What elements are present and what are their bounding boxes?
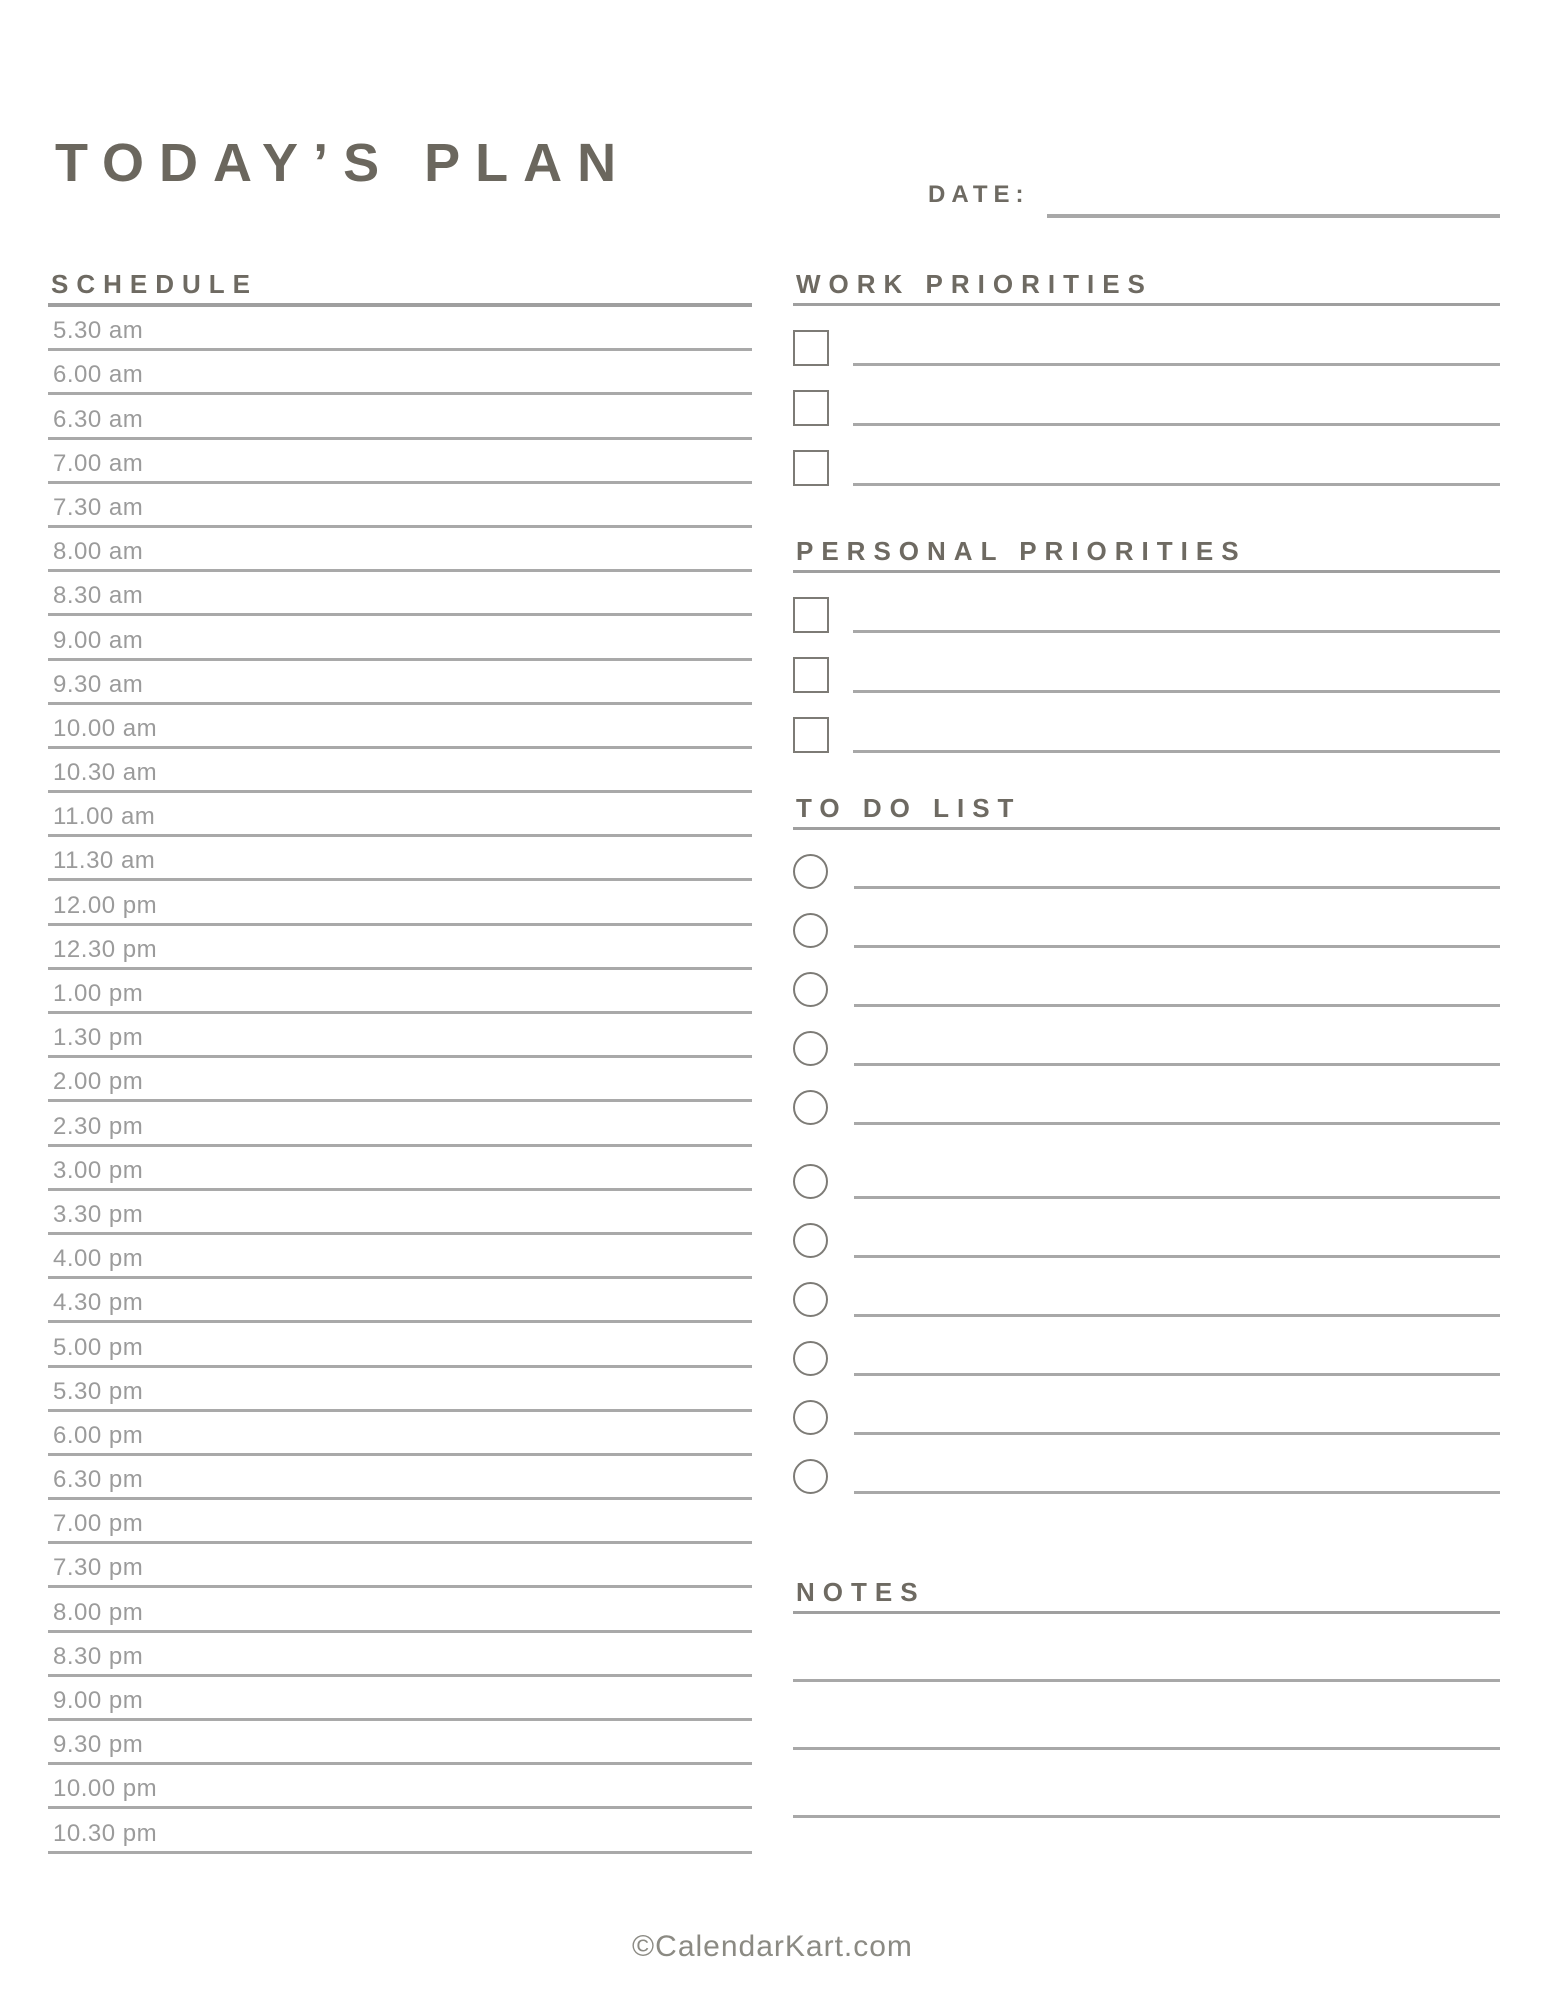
schedule-row[interactable]: [48, 395, 752, 439]
schedule-time-label: 8.00 pm: [53, 1598, 144, 1626]
schedule-time-label: 10.00 pm: [53, 1775, 158, 1803]
schedule-time-label: 1.00 pm: [53, 980, 144, 1007]
schedule-time-label: 9.30 am: [53, 670, 144, 698]
schedule-row[interactable]: [48, 661, 752, 705]
schedule-row[interactable]: [48, 1323, 752, 1367]
todo-bullet-circle[interactable]: [793, 1282, 828, 1317]
schedule-heading: SCHEDULE: [48, 271, 752, 307]
schedule-row[interactable]: [48, 1633, 752, 1677]
todo-bullet-circle[interactable]: [793, 1223, 828, 1258]
schedule-time-label: 6.00 am: [53, 361, 144, 389]
work-priority-checkbox[interactable]: [793, 450, 829, 486]
schedule-time-label: 4.00 pm: [53, 1245, 144, 1273]
schedule-row[interactable]: [48, 793, 752, 837]
todo-row: [793, 913, 1500, 948]
schedule-row[interactable]: [48, 837, 752, 881]
todo-bullet-circle[interactable]: [793, 1164, 828, 1199]
schedule-row[interactable]: [48, 572, 752, 616]
schedule-row[interactable]: [48, 970, 752, 1014]
todo-bullet-circle[interactable]: [793, 1400, 828, 1435]
work-priority-row: [793, 390, 1500, 426]
todo-line[interactable]: [854, 1432, 1500, 1435]
work-priority-row: [793, 450, 1500, 486]
schedule-time-label: 11.00 am: [53, 803, 156, 831]
todo-line[interactable]: [854, 1314, 1500, 1317]
schedule-row[interactable]: [48, 1721, 752, 1765]
todo-row: [793, 1031, 1500, 1066]
schedule-row[interactable]: [48, 1544, 752, 1588]
schedule-row[interactable]: [48, 926, 752, 970]
todo-row: [793, 972, 1500, 1007]
schedule-row[interactable]: [48, 351, 752, 395]
personal-priority-row: [793, 597, 1500, 633]
schedule-row[interactable]: [48, 1765, 752, 1809]
schedule-row[interactable]: [48, 1456, 752, 1500]
schedule-time-label: 9.00 am: [53, 626, 144, 654]
todo-row: [793, 1341, 1500, 1376]
personal-priority-line[interactable]: [853, 630, 1500, 633]
schedule-time-label: 5.30 am: [53, 317, 144, 345]
schedule-time-label: 3.30 pm: [53, 1200, 144, 1228]
schedule-time-label: 9.30 pm: [53, 1731, 144, 1759]
todo-bullet-circle[interactable]: [793, 972, 828, 1007]
schedule-time-label: 7.00 pm: [53, 1510, 144, 1538]
todo-line[interactable]: [854, 1196, 1500, 1199]
todo-line[interactable]: [854, 1004, 1500, 1007]
personal-priority-line[interactable]: [853, 750, 1500, 753]
schedule-row[interactable]: [48, 307, 752, 351]
todo-row: [793, 1282, 1500, 1317]
todo-bullet-circle[interactable]: [793, 913, 828, 948]
todo-line[interactable]: [854, 1373, 1500, 1376]
todo-bullet-circle[interactable]: [793, 854, 828, 889]
schedule-row[interactable]: [48, 1235, 752, 1279]
todo-section: [793, 795, 1500, 1494]
schedule-time-label: 3.00 pm: [53, 1156, 144, 1184]
schedule-row[interactable]: [48, 1058, 752, 1102]
work-priority-line[interactable]: [853, 363, 1500, 366]
todo-line[interactable]: [854, 1491, 1500, 1494]
schedule-time-label: 8.30 am: [53, 582, 144, 610]
schedule-row[interactable]: [48, 1588, 752, 1632]
todo-bullet-circle[interactable]: [793, 1459, 828, 1494]
schedule-time-label: 8.00 am: [53, 538, 144, 566]
date-label: DATE:: [928, 181, 1030, 208]
schedule-time-label: 2.30 pm: [53, 1112, 144, 1140]
schedule-row[interactable]: [48, 1809, 752, 1853]
schedule-row[interactable]: [48, 705, 752, 749]
schedule-time-label: 9.00 pm: [53, 1687, 144, 1714]
schedule-row[interactable]: [48, 1500, 752, 1544]
todo-line[interactable]: [854, 886, 1500, 889]
schedule-time-label: 10.30 am: [53, 759, 158, 787]
schedule-row[interactable]: [48, 881, 752, 925]
notes-section: [793, 1579, 1500, 1818]
schedule-time-label: 10.00 am: [53, 714, 158, 742]
personal-priority-row: [793, 657, 1500, 693]
schedule-row[interactable]: [48, 1279, 752, 1323]
schedule-row[interactable]: [48, 749, 752, 793]
personal-priority-line[interactable]: [853, 690, 1500, 693]
schedule-time-label: 8.30 pm: [53, 1642, 144, 1670]
schedule-row[interactable]: [48, 1368, 752, 1412]
schedule-row[interactable]: [48, 616, 752, 660]
todo-row: [793, 854, 1500, 889]
schedule-section: [48, 271, 752, 1854]
schedule-time-label: 5.30 pm: [53, 1377, 144, 1405]
schedule-row[interactable]: [48, 1412, 752, 1456]
notes-line[interactable]: [793, 1679, 1500, 1682]
schedule-time-label: 12.30 pm: [53, 935, 158, 963]
schedule-time-label: 5.00 pm: [53, 1333, 144, 1361]
work-priority-line[interactable]: [853, 423, 1500, 426]
notes-line[interactable]: [793, 1747, 1500, 1750]
notes-line[interactable]: [793, 1815, 1500, 1818]
work-priority-checkbox[interactable]: [793, 330, 829, 366]
schedule-row[interactable]: [48, 528, 752, 572]
schedule-time-label: 7.30 am: [53, 493, 144, 521]
page-title: TODAY’S PLAN: [55, 133, 632, 193]
personal-priority-checkbox[interactable]: [793, 657, 829, 693]
todo-line[interactable]: [854, 1255, 1500, 1258]
personal-priority-checkbox[interactable]: [793, 597, 829, 633]
schedule-row[interactable]: [48, 1191, 752, 1235]
schedule-time-label: 6.30 pm: [53, 1466, 144, 1494]
todo-row: [793, 1090, 1500, 1125]
schedule-row[interactable]: [48, 1677, 752, 1721]
todo-row: [793, 1223, 1500, 1258]
schedule-time-label: 2.00 pm: [53, 1068, 144, 1096]
right-column: [793, 271, 1500, 1818]
todo-line[interactable]: [854, 1122, 1500, 1125]
schedule-time-label: 7.30 pm: [53, 1554, 144, 1582]
todo-row: [793, 1164, 1500, 1199]
work-priorities-heading: WORK PRIORITIES: [793, 271, 1500, 306]
work-priority-line[interactable]: [853, 483, 1500, 486]
work-priority-row: [793, 330, 1500, 366]
schedule-time-label: 12.00 pm: [53, 891, 158, 919]
todo-bullet-circle[interactable]: [793, 1341, 828, 1376]
work-priorities-section: [793, 271, 1500, 486]
todo-row: [793, 1459, 1500, 1494]
schedule-row[interactable]: [48, 440, 752, 484]
personal-priority-row: [793, 717, 1500, 753]
schedule-time-label: 6.00 pm: [53, 1421, 144, 1449]
todo-bullet-circle[interactable]: [793, 1031, 828, 1066]
schedule-time-label: 10.30 pm: [53, 1819, 158, 1847]
schedule-row[interactable]: [48, 1102, 752, 1146]
schedule-row[interactable]: [48, 1147, 752, 1191]
personal-priority-checkbox[interactable]: [793, 717, 829, 753]
todo-bullet-circle[interactable]: [793, 1090, 828, 1125]
date-input-line[interactable]: [1047, 214, 1500, 218]
todo-line[interactable]: [854, 945, 1500, 948]
schedule-time-label: 4.30 pm: [53, 1289, 144, 1317]
footer-credit: ©CalendarKart.com: [632, 1930, 913, 1963]
schedule-row[interactable]: [48, 1014, 752, 1058]
todo-line[interactable]: [854, 1063, 1500, 1066]
todo-heading: TO DO LIST: [793, 795, 1500, 830]
schedule-time-label: 11.30 am: [53, 847, 156, 875]
todo-row: [793, 1400, 1500, 1435]
schedule-time-label: 7.00 am: [53, 449, 144, 477]
personal-priorities-heading: PERSONAL PRIORITIES: [793, 538, 1500, 573]
notes-heading: NOTES: [793, 1579, 1500, 1614]
schedule-time-label: 6.30 am: [53, 405, 144, 433]
schedule-time-label: 1.30 pm: [53, 1024, 144, 1052]
personal-priorities-section: [793, 538, 1500, 753]
schedule-row[interactable]: [48, 484, 752, 528]
work-priority-checkbox[interactable]: [793, 390, 829, 426]
